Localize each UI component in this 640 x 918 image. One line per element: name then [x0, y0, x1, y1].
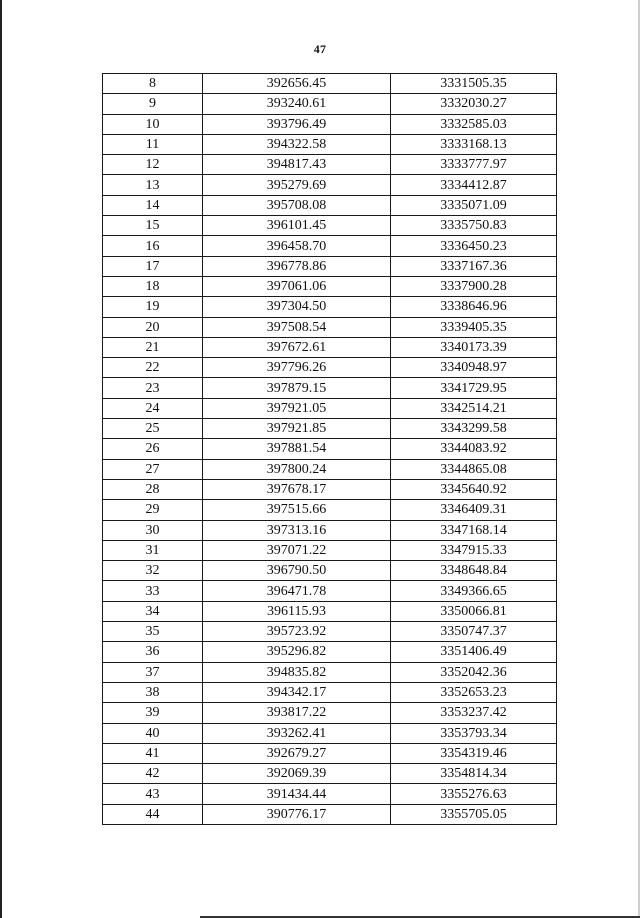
table-row: [103, 642, 557, 662]
y-coordinate-cell: 3347915.33: [391, 540, 557, 560]
point-number-cell: 38: [103, 682, 203, 702]
y-coordinate-cell: 3339405.35: [391, 317, 557, 337]
table-row: [103, 276, 557, 296]
point-number-cell: 24: [103, 398, 203, 418]
x-coordinate-cell: 397304.50: [203, 297, 391, 317]
y-coordinate-cell: 3331505.35: [391, 74, 557, 94]
point-number-cell: 15: [103, 216, 203, 236]
y-coordinate-cell: 3354814.34: [391, 764, 557, 784]
x-coordinate-cell: 392679.27: [203, 743, 391, 763]
y-coordinate-cell: 3333777.97: [391, 155, 557, 175]
x-coordinate-cell: 397921.05: [203, 398, 391, 418]
table-row: [103, 682, 557, 702]
y-coordinate-cell: 3347168.14: [391, 520, 557, 540]
point-number-cell: 10: [103, 114, 203, 134]
table-row: [103, 398, 557, 418]
point-number-cell: 23: [103, 378, 203, 398]
y-coordinate-cell: 3352653.23: [391, 682, 557, 702]
point-number-cell: 22: [103, 358, 203, 378]
y-coordinate-cell: 3344865.08: [391, 459, 557, 479]
table-row: [103, 155, 557, 175]
y-coordinate-cell: 3340948.97: [391, 358, 557, 378]
table-row: [103, 337, 557, 357]
y-coordinate-cell: 3342514.21: [391, 398, 557, 418]
x-coordinate-cell: 397672.61: [203, 337, 391, 357]
table-row: [103, 479, 557, 499]
x-coordinate-cell: 397071.22: [203, 540, 391, 560]
point-number-cell: 27: [103, 459, 203, 479]
y-coordinate-cell: 3346409.31: [391, 500, 557, 520]
x-coordinate-cell: 396471.78: [203, 581, 391, 601]
y-coordinate-cell: 3335750.83: [391, 216, 557, 236]
point-number-cell: 17: [103, 256, 203, 276]
y-coordinate-cell: 3355705.05: [391, 804, 557, 824]
x-coordinate-cell: 397921.85: [203, 419, 391, 439]
point-number-cell: 40: [103, 723, 203, 743]
x-coordinate-cell: 392656.45: [203, 74, 391, 94]
point-number-cell: 37: [103, 662, 203, 682]
table-row: [103, 622, 557, 642]
point-number-cell: 29: [103, 500, 203, 520]
table-row: [103, 195, 557, 215]
table-row: [103, 784, 557, 804]
x-coordinate-cell: 396458.70: [203, 236, 391, 256]
point-number-cell: 30: [103, 520, 203, 540]
table-row: [103, 358, 557, 378]
y-coordinate-cell: 3343299.58: [391, 419, 557, 439]
page-edge-left: [0, 0, 2, 918]
x-coordinate-cell: 390776.17: [203, 804, 391, 824]
point-number-cell: 28: [103, 479, 203, 499]
table-row: [103, 134, 557, 154]
x-coordinate-cell: 394342.17: [203, 682, 391, 702]
table-row: [103, 561, 557, 581]
x-coordinate-cell: 395708.08: [203, 195, 391, 215]
point-number-cell: 36: [103, 642, 203, 662]
table-row: [103, 419, 557, 439]
table-row: [103, 94, 557, 114]
x-coordinate-cell: 393817.22: [203, 703, 391, 723]
x-coordinate-cell: 395296.82: [203, 642, 391, 662]
table-row: [103, 601, 557, 621]
y-coordinate-cell: 3350747.37: [391, 622, 557, 642]
y-coordinate-cell: 3352042.36: [391, 662, 557, 682]
x-coordinate-cell: 393796.49: [203, 114, 391, 134]
table-row: [103, 520, 557, 540]
point-number-cell: 19: [103, 297, 203, 317]
point-number-cell: 35: [103, 622, 203, 642]
x-coordinate-cell: 397678.17: [203, 479, 391, 499]
x-coordinate-cell: 396790.50: [203, 561, 391, 581]
y-coordinate-cell: 3351406.49: [391, 642, 557, 662]
point-number-cell: 43: [103, 784, 203, 804]
table-row: [103, 764, 557, 784]
point-number-cell: 18: [103, 276, 203, 296]
coordinate-table: [102, 73, 557, 825]
point-number-cell: 16: [103, 236, 203, 256]
x-coordinate-cell: 394817.43: [203, 155, 391, 175]
x-coordinate-cell: 396778.86: [203, 256, 391, 276]
y-coordinate-cell: 3353237.42: [391, 703, 557, 723]
x-coordinate-cell: 396115.93: [203, 601, 391, 621]
table-row: [103, 317, 557, 337]
page-number: 47: [313, 42, 327, 56]
x-coordinate-cell: 397800.24: [203, 459, 391, 479]
y-coordinate-cell: 3334412.87: [391, 175, 557, 195]
y-coordinate-cell: 3332585.03: [391, 114, 557, 134]
y-coordinate-cell: 3355276.63: [391, 784, 557, 804]
y-coordinate-cell: 3354319.46: [391, 743, 557, 763]
table-row: [103, 74, 557, 94]
point-number-cell: 44: [103, 804, 203, 824]
y-coordinate-cell: 3345640.92: [391, 479, 557, 499]
table-row: [103, 804, 557, 824]
x-coordinate-cell: 394322.58: [203, 134, 391, 154]
table-row: [103, 500, 557, 520]
table-row: [103, 703, 557, 723]
x-coordinate-cell: 396101.45: [203, 216, 391, 236]
table-row: [103, 256, 557, 276]
point-number-cell: 33: [103, 581, 203, 601]
table-row: [103, 114, 557, 134]
point-number-cell: 39: [103, 703, 203, 723]
point-number-cell: 34: [103, 601, 203, 621]
x-coordinate-cell: 393262.41: [203, 723, 391, 743]
point-number-cell: 8: [103, 74, 203, 94]
x-coordinate-cell: 391434.44: [203, 784, 391, 804]
point-number-cell: 21: [103, 337, 203, 357]
y-coordinate-cell: 3340173.39: [391, 337, 557, 357]
point-number-cell: 14: [103, 195, 203, 215]
table-row: [103, 581, 557, 601]
point-number-cell: 9: [103, 94, 203, 114]
y-coordinate-cell: 3337900.28: [391, 276, 557, 296]
x-coordinate-cell: 393240.61: [203, 94, 391, 114]
point-number-cell: 41: [103, 743, 203, 763]
x-coordinate-cell: 397881.54: [203, 439, 391, 459]
coordinate-table-body: [103, 74, 557, 825]
table-row: [103, 439, 557, 459]
table-row: [103, 175, 557, 195]
table-row: [103, 216, 557, 236]
point-number-cell: 12: [103, 155, 203, 175]
table-row: [103, 236, 557, 256]
table-row: [103, 459, 557, 479]
point-number-cell: 11: [103, 134, 203, 154]
y-coordinate-cell: 3353793.34: [391, 723, 557, 743]
y-coordinate-cell: 3338646.96: [391, 297, 557, 317]
point-number-cell: 25: [103, 419, 203, 439]
y-coordinate-cell: 3344083.92: [391, 439, 557, 459]
table-row: [103, 297, 557, 317]
y-coordinate-cell: 3348648.84: [391, 561, 557, 581]
point-number-cell: 20: [103, 317, 203, 337]
table-row: [103, 662, 557, 682]
y-coordinate-cell: 3336450.23: [391, 236, 557, 256]
x-coordinate-cell: 397796.26: [203, 358, 391, 378]
x-coordinate-cell: 397879.15: [203, 378, 391, 398]
x-coordinate-cell: 397061.06: [203, 276, 391, 296]
x-coordinate-cell: 397515.66: [203, 500, 391, 520]
y-coordinate-cell: 3349366.65: [391, 581, 557, 601]
x-coordinate-cell: 397508.54: [203, 317, 391, 337]
y-coordinate-cell: 3341729.95: [391, 378, 557, 398]
x-coordinate-cell: 397313.16: [203, 520, 391, 540]
table-row: [103, 540, 557, 560]
table-row: [103, 743, 557, 763]
x-coordinate-cell: 392069.39: [203, 764, 391, 784]
point-number-cell: 13: [103, 175, 203, 195]
y-coordinate-cell: 3337167.36: [391, 256, 557, 276]
y-coordinate-cell: 3350066.81: [391, 601, 557, 621]
point-number-cell: 32: [103, 561, 203, 581]
table-row: [103, 378, 557, 398]
y-coordinate-cell: 3333168.13: [391, 134, 557, 154]
table-row: [103, 723, 557, 743]
point-number-cell: 26: [103, 439, 203, 459]
y-coordinate-cell: 3335071.09: [391, 195, 557, 215]
y-coordinate-cell: 3332030.27: [391, 94, 557, 114]
point-number-cell: 42: [103, 764, 203, 784]
x-coordinate-cell: 395279.69: [203, 175, 391, 195]
x-coordinate-cell: 394835.82: [203, 662, 391, 682]
point-number-cell: 31: [103, 540, 203, 560]
x-coordinate-cell: 395723.92: [203, 622, 391, 642]
